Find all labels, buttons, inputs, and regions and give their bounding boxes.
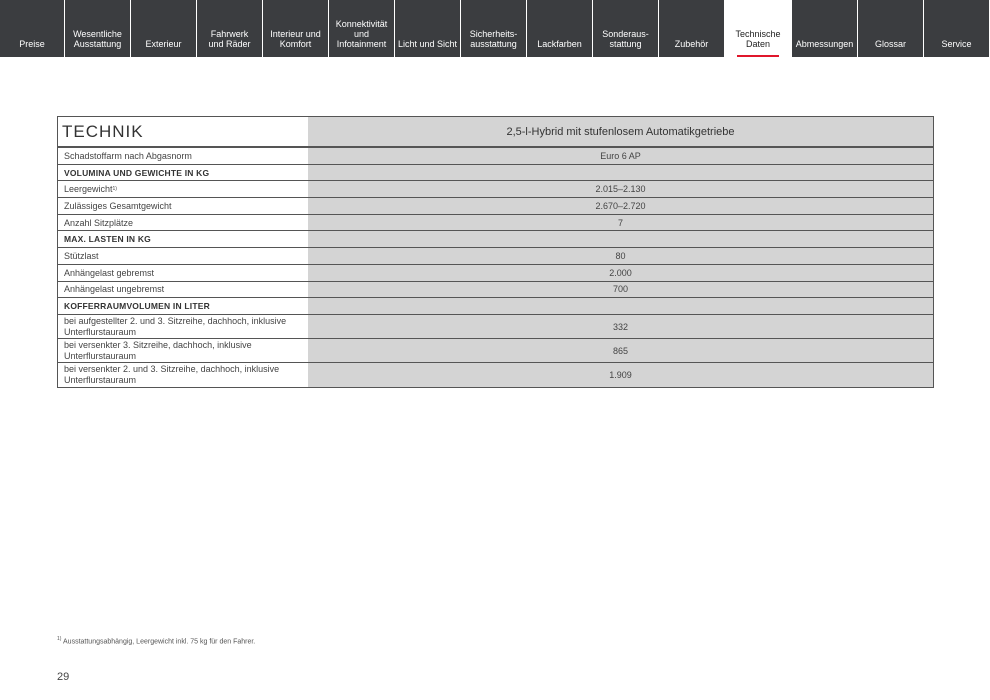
section-label: MAX. LASTEN IN KG <box>58 231 308 247</box>
row-value: 2.000 <box>308 265 933 281</box>
tab-wesentliche-ausstattung[interactable] <box>65 0 130 57</box>
tab-label: Preise <box>19 39 45 49</box>
tab-label: Glossar <box>874 39 906 49</box>
tab-lackfarben[interactable] <box>527 0 592 57</box>
tab-exterieur[interactable] <box>131 0 196 57</box>
tab-label: Exterieur <box>145 39 182 49</box>
table-row <box>58 282 933 299</box>
table-row <box>58 148 933 165</box>
row-label: bei versenkter 3. Sitzreihe, dachhoch, inklusive Unterflurstauraum <box>58 339 308 362</box>
row-label: Anzahl Sitzplätze <box>58 215 308 231</box>
table-row <box>58 339 933 363</box>
row-value: 332 <box>308 315 933 338</box>
footnote-text: Ausstattungsabhängig, Leergewicht inkl. 75 kg für den Fahrer. <box>63 638 256 646</box>
table-title: TECHNIK <box>58 117 308 146</box>
column-header: 2,5-l-Hybrid mit stufenlosem Automatikgetriebe <box>308 117 933 146</box>
row-value <box>308 231 933 247</box>
row-value: 80 <box>308 248 933 264</box>
row-label: Zulässiges Gesamtgewicht <box>58 198 308 214</box>
row-value: Euro 6 AP <box>308 148 933 164</box>
tab-licht-und-sicht[interactable] <box>395 0 460 57</box>
row-label: bei aufgestellter 2. und 3. Sitzreihe, dachhoch, inklusive Unterflurstauraum <box>58 315 308 338</box>
tab-abmessungen[interactable] <box>792 0 857 57</box>
table-row <box>58 315 933 339</box>
row-value: 7 <box>308 215 933 231</box>
tab-label: Wesentliche Ausstattung <box>73 29 122 49</box>
row-label: Anhängelast ungebremst <box>58 282 308 298</box>
tab-label: Abmessungen <box>795 39 854 49</box>
section-header-row <box>58 231 933 248</box>
row-value: 700 <box>308 282 933 298</box>
page-number: 29 <box>57 671 70 683</box>
tab-fahrwerk-und-raeder[interactable] <box>197 0 262 57</box>
tab-label: Sonderaus- stattung <box>602 29 649 49</box>
row-label: Stützlast <box>58 248 308 264</box>
tab-label: Licht und Sicht <box>397 39 458 49</box>
section-label: VOLUMINA UND GEWICHTE IN KG <box>58 165 308 181</box>
tab-interieur-und-komfort[interactable] <box>263 0 328 57</box>
footnote-marker: 1) <box>112 186 117 193</box>
row-label-cell <box>58 181 308 197</box>
row-value <box>308 165 933 181</box>
section-header-row <box>58 165 933 182</box>
tab-technische-daten[interactable] <box>725 0 791 57</box>
tab-label: Zubehör <box>674 39 709 49</box>
footnote-marker: 1) <box>57 636 62 642</box>
tab-label: Service <box>941 39 972 49</box>
row-label: Anhängelast gebremst <box>58 265 308 281</box>
tab-konnektivitaet-und-infotainment[interactable] <box>329 0 394 57</box>
row-value: 2.670–2.720 <box>308 198 933 214</box>
table-row <box>58 265 933 282</box>
tab-zubehoer[interactable] <box>659 0 724 57</box>
row-label: bei versenkter 2. und 3. Sitzreihe, dachhoch, inklusive Unterflurstauraum <box>58 363 308 386</box>
tab-label: Sicherheits- ausstattung <box>469 29 518 49</box>
row-label: Schadstoffarm nach Abgasnorm <box>58 148 308 164</box>
row-value: 1.909 <box>308 363 933 386</box>
footnote <box>57 636 255 645</box>
row-value <box>308 298 933 314</box>
tab-label: Interieur und Komfort <box>270 29 321 49</box>
tab-label: Konnektivität und Infotainment <box>335 19 388 49</box>
row-value: 2.015–2.130 <box>308 181 933 197</box>
tab-label: Lackfarben <box>537 39 582 49</box>
tab-label: Fahrwerk und Räder <box>208 29 251 49</box>
technik-table <box>57 116 934 388</box>
table-row <box>58 215 933 232</box>
tab-sonderausstattung[interactable] <box>593 0 658 57</box>
table-row <box>58 363 933 387</box>
tab-preise[interactable] <box>0 0 64 57</box>
table-row <box>58 198 933 215</box>
table-header-row <box>58 117 933 148</box>
top-navigation <box>0 0 990 57</box>
tab-sicherheitsausstattung[interactable] <box>461 0 526 57</box>
table-row <box>58 181 933 198</box>
row-label: Leergewicht <box>64 184 113 195</box>
row-value: 865 <box>308 339 933 362</box>
tab-service[interactable] <box>924 0 989 57</box>
tab-label: Technische Daten <box>735 29 781 49</box>
section-header-row <box>58 298 933 315</box>
section-label: KOFFERRAUMVOLUMEN IN LITER <box>58 298 308 314</box>
table-row <box>58 248 933 265</box>
tab-glossar[interactable] <box>858 0 923 57</box>
